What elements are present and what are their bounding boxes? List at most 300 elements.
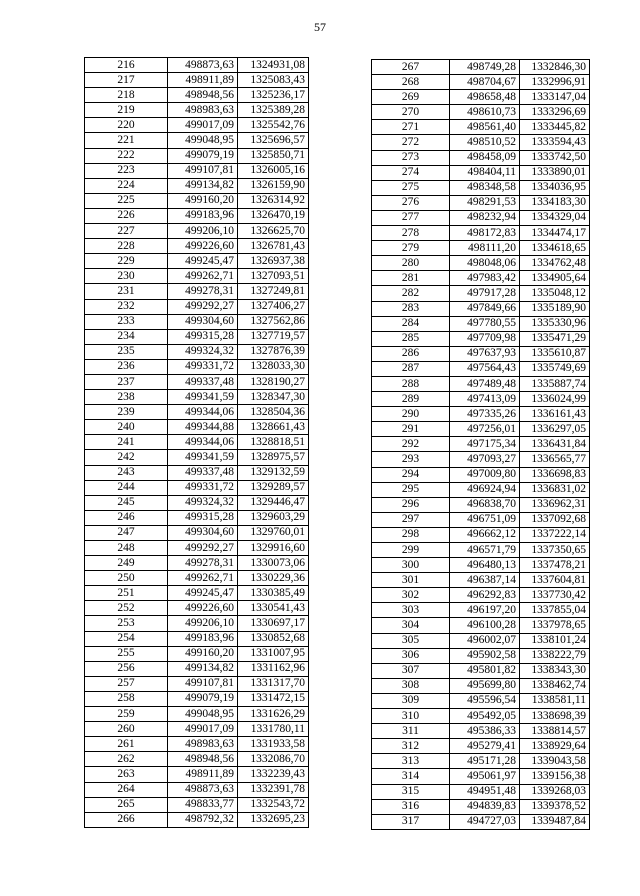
point-number-cell: 245 bbox=[85, 495, 168, 510]
table-row bbox=[372, 739, 590, 754]
y-coordinate-cell: 1335610,87 bbox=[520, 346, 590, 361]
y-coordinate-cell: 1337730,42 bbox=[520, 588, 590, 603]
y-coordinate-cell: 1336698,83 bbox=[520, 467, 590, 482]
x-coordinate-cell: 498983,63 bbox=[168, 737, 238, 752]
point-number-cell: 276 bbox=[372, 195, 450, 210]
x-coordinate-cell: 498172,83 bbox=[450, 226, 520, 241]
y-coordinate-cell: 1339378,52 bbox=[520, 799, 590, 814]
x-coordinate-cell: 499245,47 bbox=[168, 254, 238, 269]
table-row bbox=[85, 676, 309, 691]
y-coordinate-cell: 1328504,36 bbox=[238, 405, 309, 420]
point-number-cell: 284 bbox=[372, 316, 450, 331]
y-coordinate-cell: 1325236,17 bbox=[238, 88, 309, 103]
table-row bbox=[85, 435, 309, 450]
y-coordinate-cell: 1330385,49 bbox=[238, 586, 309, 601]
point-number-cell: 278 bbox=[372, 226, 450, 241]
x-coordinate-cell: 499324,32 bbox=[168, 344, 238, 359]
table-row bbox=[85, 782, 309, 797]
x-coordinate-cell: 497009,80 bbox=[450, 467, 520, 482]
table-body bbox=[85, 58, 309, 828]
point-number-cell: 306 bbox=[372, 648, 450, 663]
y-coordinate-cell: 1329916,60 bbox=[238, 541, 309, 556]
point-number-cell: 254 bbox=[85, 631, 168, 646]
y-coordinate-cell: 1326937,38 bbox=[238, 254, 309, 269]
table-row bbox=[85, 767, 309, 782]
point-number-cell: 220 bbox=[85, 118, 168, 133]
x-coordinate-cell: 499206,10 bbox=[168, 224, 238, 239]
y-coordinate-cell: 1339268,03 bbox=[520, 784, 590, 799]
table-row bbox=[372, 769, 590, 784]
table-row bbox=[372, 226, 590, 241]
table-row bbox=[372, 120, 590, 135]
point-number-cell: 287 bbox=[372, 361, 450, 376]
x-coordinate-cell: 498948,56 bbox=[168, 88, 238, 103]
table-row bbox=[85, 616, 309, 631]
y-coordinate-cell: 1337604,81 bbox=[520, 573, 590, 588]
x-coordinate-cell: 498561,40 bbox=[450, 120, 520, 135]
table-row bbox=[85, 601, 309, 616]
y-coordinate-cell: 1329603,29 bbox=[238, 510, 309, 525]
x-coordinate-cell: 498948,56 bbox=[168, 752, 238, 767]
x-coordinate-cell: 498458,09 bbox=[450, 150, 520, 165]
table-row bbox=[85, 691, 309, 706]
point-number-cell: 250 bbox=[85, 571, 168, 586]
table-row bbox=[372, 195, 590, 210]
x-coordinate-cell: 499017,09 bbox=[168, 118, 238, 133]
x-coordinate-cell: 499107,81 bbox=[168, 163, 238, 178]
y-coordinate-cell: 1332846,30 bbox=[520, 60, 590, 75]
table-row bbox=[372, 724, 590, 739]
point-number-cell: 282 bbox=[372, 286, 450, 301]
point-number-cell: 230 bbox=[85, 269, 168, 284]
y-coordinate-cell: 1328818,51 bbox=[238, 435, 309, 450]
y-coordinate-cell: 1326470,19 bbox=[238, 208, 309, 223]
y-coordinate-cell: 1334329,04 bbox=[520, 210, 590, 225]
table-row bbox=[372, 512, 590, 527]
point-number-cell: 260 bbox=[85, 722, 168, 737]
y-coordinate-cell: 1329289,57 bbox=[238, 480, 309, 495]
y-coordinate-cell: 1338698,39 bbox=[520, 709, 590, 724]
table-row bbox=[85, 571, 309, 586]
y-coordinate-cell: 1333445,82 bbox=[520, 120, 590, 135]
table-row bbox=[85, 344, 309, 359]
y-coordinate-cell: 1336831,02 bbox=[520, 482, 590, 497]
point-number-cell: 283 bbox=[372, 301, 450, 316]
x-coordinate-cell: 499160,20 bbox=[168, 646, 238, 661]
y-coordinate-cell: 1337978,65 bbox=[520, 618, 590, 633]
x-coordinate-cell: 495061,97 bbox=[450, 769, 520, 784]
y-coordinate-cell: 1330697,17 bbox=[238, 616, 309, 631]
x-coordinate-cell: 495596,54 bbox=[450, 693, 520, 708]
x-coordinate-cell: 496002,07 bbox=[450, 633, 520, 648]
table-row bbox=[372, 407, 590, 422]
x-coordinate-cell: 497489,48 bbox=[450, 376, 520, 391]
table-row bbox=[372, 648, 590, 663]
table-row bbox=[372, 346, 590, 361]
point-number-cell: 267 bbox=[372, 60, 450, 75]
table-row bbox=[85, 631, 309, 646]
table-row bbox=[372, 241, 590, 256]
y-coordinate-cell: 1331162,96 bbox=[238, 661, 309, 676]
x-coordinate-cell: 497983,42 bbox=[450, 271, 520, 286]
x-coordinate-cell: 498792,32 bbox=[168, 812, 238, 827]
coordinates-table-right bbox=[371, 59, 590, 830]
table-row bbox=[85, 118, 309, 133]
table-row bbox=[85, 556, 309, 571]
table-row bbox=[372, 618, 590, 633]
y-coordinate-cell: 1328661,43 bbox=[238, 420, 309, 435]
point-number-cell: 257 bbox=[85, 676, 168, 691]
table-row bbox=[85, 374, 309, 389]
x-coordinate-cell: 497256,01 bbox=[450, 422, 520, 437]
x-coordinate-cell: 499331,72 bbox=[168, 359, 238, 374]
y-coordinate-cell: 1331472,15 bbox=[238, 691, 309, 706]
x-coordinate-cell: 496480,13 bbox=[450, 558, 520, 573]
x-coordinate-cell: 496838,70 bbox=[450, 497, 520, 512]
table-row bbox=[85, 208, 309, 223]
y-coordinate-cell: 1331317,70 bbox=[238, 676, 309, 691]
table-row bbox=[372, 210, 590, 225]
point-number-cell: 240 bbox=[85, 420, 168, 435]
y-coordinate-cell: 1332391,78 bbox=[238, 782, 309, 797]
point-number-cell: 262 bbox=[85, 752, 168, 767]
y-coordinate-cell: 1327562,86 bbox=[238, 314, 309, 329]
point-number-cell: 293 bbox=[372, 452, 450, 467]
y-coordinate-cell: 1333742,50 bbox=[520, 150, 590, 165]
table-row bbox=[372, 90, 590, 105]
x-coordinate-cell: 494839,83 bbox=[450, 799, 520, 814]
table-row bbox=[372, 799, 590, 814]
point-number-cell: 307 bbox=[372, 663, 450, 678]
y-coordinate-cell: 1334905,64 bbox=[520, 271, 590, 286]
y-coordinate-cell: 1331933,58 bbox=[238, 737, 309, 752]
x-coordinate-cell: 499048,95 bbox=[168, 707, 238, 722]
x-coordinate-cell: 496751,09 bbox=[450, 512, 520, 527]
x-coordinate-cell: 496100,28 bbox=[450, 618, 520, 633]
y-coordinate-cell: 1325083,43 bbox=[238, 73, 309, 88]
point-number-cell: 246 bbox=[85, 510, 168, 525]
table-row bbox=[372, 588, 590, 603]
x-coordinate-cell: 499017,09 bbox=[168, 722, 238, 737]
x-coordinate-cell: 495902,58 bbox=[450, 648, 520, 663]
x-coordinate-cell: 497175,34 bbox=[450, 437, 520, 452]
table-row bbox=[85, 737, 309, 752]
point-number-cell: 247 bbox=[85, 525, 168, 540]
point-number-cell: 317 bbox=[372, 814, 450, 829]
point-number-cell: 241 bbox=[85, 435, 168, 450]
y-coordinate-cell: 1327406,27 bbox=[238, 299, 309, 314]
point-number-cell: 249 bbox=[85, 556, 168, 571]
y-coordinate-cell: 1327093,51 bbox=[238, 269, 309, 284]
x-coordinate-cell: 498404,11 bbox=[450, 165, 520, 180]
table-row bbox=[85, 541, 309, 556]
y-coordinate-cell: 1334183,30 bbox=[520, 195, 590, 210]
y-coordinate-cell: 1326781,43 bbox=[238, 239, 309, 254]
table-row bbox=[85, 359, 309, 374]
y-coordinate-cell: 1327249,81 bbox=[238, 284, 309, 299]
y-coordinate-cell: 1336161,43 bbox=[520, 407, 590, 422]
y-coordinate-cell: 1335048,12 bbox=[520, 286, 590, 301]
y-coordinate-cell: 1325696,57 bbox=[238, 133, 309, 148]
table-row bbox=[372, 361, 590, 376]
point-number-cell: 290 bbox=[372, 407, 450, 422]
x-coordinate-cell: 496197,20 bbox=[450, 603, 520, 618]
x-coordinate-cell: 499337,48 bbox=[168, 465, 238, 480]
y-coordinate-cell: 1331007,95 bbox=[238, 646, 309, 661]
x-coordinate-cell: 497335,26 bbox=[450, 407, 520, 422]
y-coordinate-cell: 1339487,84 bbox=[520, 814, 590, 829]
table-row bbox=[372, 392, 590, 407]
x-coordinate-cell: 499079,19 bbox=[168, 148, 238, 163]
x-coordinate-cell: 499183,96 bbox=[168, 631, 238, 646]
point-number-cell: 315 bbox=[372, 784, 450, 799]
y-coordinate-cell: 1332996,91 bbox=[520, 75, 590, 90]
y-coordinate-cell: 1334762,48 bbox=[520, 256, 590, 271]
table-row bbox=[372, 422, 590, 437]
x-coordinate-cell: 499107,81 bbox=[168, 676, 238, 691]
x-coordinate-cell: 499079,19 bbox=[168, 691, 238, 706]
point-number-cell: 280 bbox=[372, 256, 450, 271]
table-row bbox=[372, 75, 590, 90]
point-number-cell: 298 bbox=[372, 527, 450, 542]
table-row bbox=[372, 558, 590, 573]
y-coordinate-cell: 1332086,70 bbox=[238, 752, 309, 767]
y-coordinate-cell: 1330073,06 bbox=[238, 556, 309, 571]
point-number-cell: 235 bbox=[85, 344, 168, 359]
y-coordinate-cell: 1335471,29 bbox=[520, 331, 590, 346]
y-coordinate-cell: 1336024,99 bbox=[520, 392, 590, 407]
y-coordinate-cell: 1328347,30 bbox=[238, 390, 309, 405]
x-coordinate-cell: 498510,52 bbox=[450, 135, 520, 150]
table-row bbox=[85, 163, 309, 178]
point-number-cell: 261 bbox=[85, 737, 168, 752]
point-number-cell: 295 bbox=[372, 482, 450, 497]
x-coordinate-cell: 499183,96 bbox=[168, 208, 238, 223]
x-coordinate-cell: 496662,12 bbox=[450, 527, 520, 542]
x-coordinate-cell: 498911,89 bbox=[168, 73, 238, 88]
x-coordinate-cell: 498704,67 bbox=[450, 75, 520, 90]
table-row bbox=[85, 812, 309, 827]
y-coordinate-cell: 1338101,24 bbox=[520, 633, 590, 648]
y-coordinate-cell: 1337855,04 bbox=[520, 603, 590, 618]
x-coordinate-cell: 499344,06 bbox=[168, 405, 238, 420]
point-number-cell: 302 bbox=[372, 588, 450, 603]
x-coordinate-cell: 499315,28 bbox=[168, 510, 238, 525]
point-number-cell: 308 bbox=[372, 678, 450, 693]
point-number-cell: 236 bbox=[85, 359, 168, 374]
point-number-cell: 242 bbox=[85, 450, 168, 465]
table-row bbox=[85, 239, 309, 254]
table-row bbox=[372, 573, 590, 588]
point-number-cell: 311 bbox=[372, 724, 450, 739]
point-number-cell: 304 bbox=[372, 618, 450, 633]
y-coordinate-cell: 1325542,76 bbox=[238, 118, 309, 133]
point-number-cell: 289 bbox=[372, 392, 450, 407]
table-row bbox=[372, 663, 590, 678]
table-row bbox=[372, 814, 590, 829]
y-coordinate-cell: 1325389,28 bbox=[238, 103, 309, 118]
point-number-cell: 252 bbox=[85, 601, 168, 616]
y-coordinate-cell: 1334036,95 bbox=[520, 180, 590, 195]
y-coordinate-cell: 1328033,30 bbox=[238, 359, 309, 374]
point-number-cell: 226 bbox=[85, 208, 168, 223]
x-coordinate-cell: 499344,88 bbox=[168, 420, 238, 435]
x-coordinate-cell: 496387,14 bbox=[450, 573, 520, 588]
point-number-cell: 305 bbox=[372, 633, 450, 648]
y-coordinate-cell: 1330541,43 bbox=[238, 601, 309, 616]
x-coordinate-cell: 497564,43 bbox=[450, 361, 520, 376]
x-coordinate-cell: 499262,71 bbox=[168, 571, 238, 586]
x-coordinate-cell: 498911,89 bbox=[168, 767, 238, 782]
x-coordinate-cell: 495699,80 bbox=[450, 678, 520, 693]
point-number-cell: 229 bbox=[85, 254, 168, 269]
point-number-cell: 237 bbox=[85, 374, 168, 389]
y-coordinate-cell: 1329446,47 bbox=[238, 495, 309, 510]
point-number-cell: 231 bbox=[85, 284, 168, 299]
point-number-cell: 251 bbox=[85, 586, 168, 601]
x-coordinate-cell: 497413,09 bbox=[450, 392, 520, 407]
table-row bbox=[85, 465, 309, 480]
x-coordinate-cell: 499245,47 bbox=[168, 586, 238, 601]
y-coordinate-cell: 1326625,70 bbox=[238, 224, 309, 239]
table-row bbox=[372, 316, 590, 331]
table-row bbox=[372, 754, 590, 769]
y-coordinate-cell: 1331780,11 bbox=[238, 722, 309, 737]
table-row bbox=[372, 331, 590, 346]
point-number-cell: 264 bbox=[85, 782, 168, 797]
table-row bbox=[372, 150, 590, 165]
y-coordinate-cell: 1331626,29 bbox=[238, 707, 309, 722]
table-row bbox=[85, 405, 309, 420]
table-row bbox=[372, 678, 590, 693]
table-row bbox=[85, 178, 309, 193]
x-coordinate-cell: 499278,31 bbox=[168, 284, 238, 299]
y-coordinate-cell: 1335749,69 bbox=[520, 361, 590, 376]
table-row bbox=[372, 709, 590, 724]
point-number-cell: 274 bbox=[372, 165, 450, 180]
point-number-cell: 285 bbox=[372, 331, 450, 346]
x-coordinate-cell: 499134,82 bbox=[168, 661, 238, 676]
table-row bbox=[85, 420, 309, 435]
table-row bbox=[85, 103, 309, 118]
y-coordinate-cell: 1328975,57 bbox=[238, 450, 309, 465]
coordinates-table-left bbox=[84, 57, 309, 828]
point-number-cell: 300 bbox=[372, 558, 450, 573]
point-number-cell: 291 bbox=[372, 422, 450, 437]
x-coordinate-cell: 494951,48 bbox=[450, 784, 520, 799]
point-number-cell: 275 bbox=[372, 180, 450, 195]
y-coordinate-cell: 1338462,74 bbox=[520, 678, 590, 693]
y-coordinate-cell: 1333890,01 bbox=[520, 165, 590, 180]
x-coordinate-cell: 497637,93 bbox=[450, 346, 520, 361]
y-coordinate-cell: 1338581,11 bbox=[520, 693, 590, 708]
x-coordinate-cell: 499292,27 bbox=[168, 299, 238, 314]
table-row bbox=[85, 661, 309, 676]
table-row bbox=[372, 693, 590, 708]
table-row bbox=[85, 480, 309, 495]
y-coordinate-cell: 1327719,57 bbox=[238, 329, 309, 344]
point-number-cell: 286 bbox=[372, 346, 450, 361]
point-number-cell: 314 bbox=[372, 769, 450, 784]
table-body bbox=[372, 60, 590, 830]
y-coordinate-cell: 1337350,65 bbox=[520, 543, 590, 558]
point-number-cell: 239 bbox=[85, 405, 168, 420]
y-coordinate-cell: 1336962,31 bbox=[520, 497, 590, 512]
x-coordinate-cell: 494727,03 bbox=[450, 814, 520, 829]
point-number-cell: 270 bbox=[372, 105, 450, 120]
y-coordinate-cell: 1332543,72 bbox=[238, 797, 309, 812]
x-coordinate-cell: 499160,20 bbox=[168, 193, 238, 208]
table-row bbox=[372, 105, 590, 120]
x-coordinate-cell: 498749,28 bbox=[450, 60, 520, 75]
x-coordinate-cell: 499315,28 bbox=[168, 329, 238, 344]
point-number-cell: 222 bbox=[85, 148, 168, 163]
x-coordinate-cell: 498833,77 bbox=[168, 797, 238, 812]
y-coordinate-cell: 1337222,14 bbox=[520, 527, 590, 542]
table-row bbox=[372, 301, 590, 316]
y-coordinate-cell: 1333296,69 bbox=[520, 105, 590, 120]
table-row bbox=[85, 224, 309, 239]
y-coordinate-cell: 1332239,43 bbox=[238, 767, 309, 782]
y-coordinate-cell: 1326159,90 bbox=[238, 178, 309, 193]
table-row bbox=[85, 269, 309, 284]
table-row bbox=[372, 60, 590, 75]
point-number-cell: 234 bbox=[85, 329, 168, 344]
point-number-cell: 228 bbox=[85, 239, 168, 254]
table-row bbox=[372, 543, 590, 558]
table-row bbox=[372, 376, 590, 391]
x-coordinate-cell: 498111,20 bbox=[450, 241, 520, 256]
table-row bbox=[372, 497, 590, 512]
point-number-cell: 316 bbox=[372, 799, 450, 814]
point-number-cell: 253 bbox=[85, 616, 168, 631]
table-row bbox=[372, 482, 590, 497]
x-coordinate-cell: 499226,60 bbox=[168, 239, 238, 254]
x-coordinate-cell: 495801,82 bbox=[450, 663, 520, 678]
x-coordinate-cell: 496292,83 bbox=[450, 588, 520, 603]
table-row bbox=[372, 165, 590, 180]
x-coordinate-cell: 495171,28 bbox=[450, 754, 520, 769]
point-number-cell: 268 bbox=[372, 75, 450, 90]
table-row bbox=[372, 256, 590, 271]
x-coordinate-cell: 498610,73 bbox=[450, 105, 520, 120]
table-row bbox=[85, 254, 309, 269]
table-row bbox=[85, 58, 309, 73]
x-coordinate-cell: 499331,72 bbox=[168, 480, 238, 495]
table-row bbox=[85, 707, 309, 722]
table-row bbox=[372, 135, 590, 150]
point-number-cell: 312 bbox=[372, 739, 450, 754]
y-coordinate-cell: 1332695,23 bbox=[238, 812, 309, 827]
y-coordinate-cell: 1339156,38 bbox=[520, 769, 590, 784]
point-number-cell: 292 bbox=[372, 437, 450, 452]
table-row bbox=[85, 133, 309, 148]
point-number-cell: 313 bbox=[372, 754, 450, 769]
table-row bbox=[85, 525, 309, 540]
x-coordinate-cell: 498983,63 bbox=[168, 103, 238, 118]
x-coordinate-cell: 499134,82 bbox=[168, 178, 238, 193]
point-number-cell: 233 bbox=[85, 314, 168, 329]
y-coordinate-cell: 1338343,30 bbox=[520, 663, 590, 678]
x-coordinate-cell: 498658,48 bbox=[450, 90, 520, 105]
y-coordinate-cell: 1330852,68 bbox=[238, 631, 309, 646]
table-row bbox=[85, 390, 309, 405]
y-coordinate-cell: 1335189,90 bbox=[520, 301, 590, 316]
y-coordinate-cell: 1338222,79 bbox=[520, 648, 590, 663]
table-row bbox=[85, 73, 309, 88]
table-row bbox=[85, 450, 309, 465]
point-number-cell: 219 bbox=[85, 103, 168, 118]
